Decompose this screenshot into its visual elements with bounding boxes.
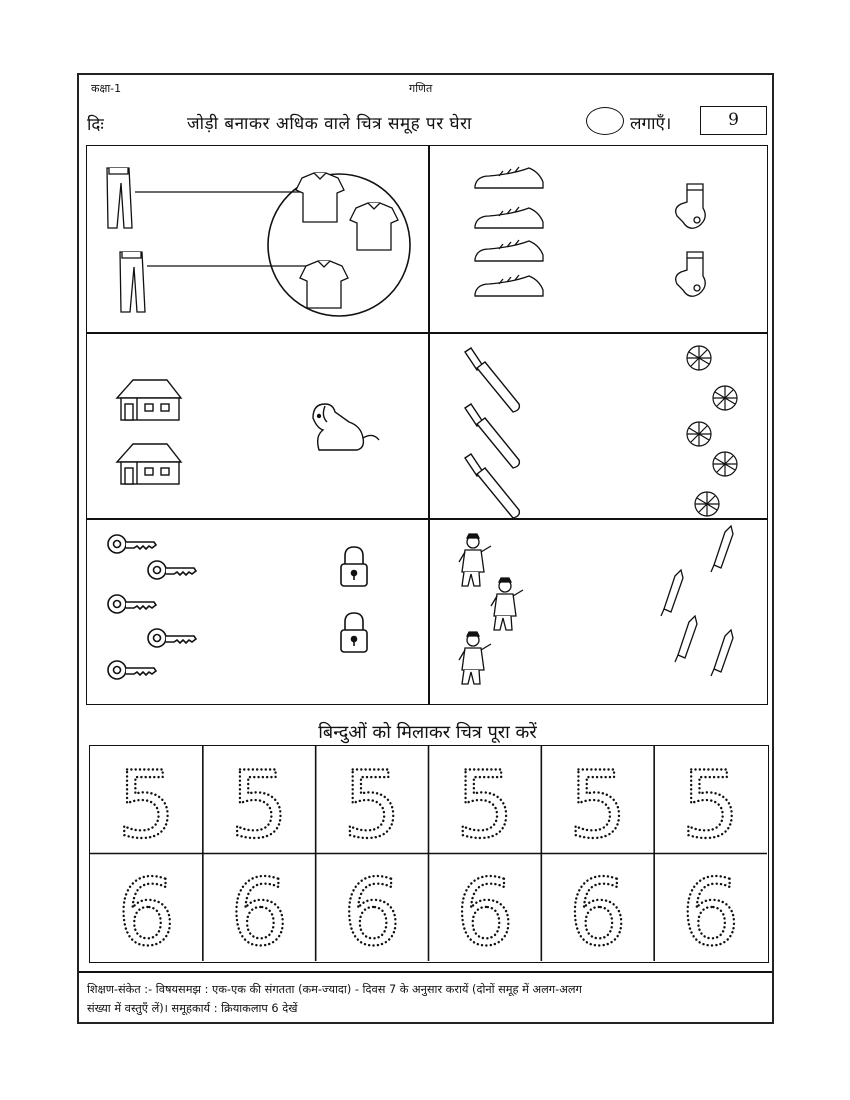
dotted-digit-6: 6: [342, 858, 402, 966]
dotted-digit-6: 6: [455, 858, 515, 966]
shoe-icon: [475, 167, 543, 188]
ball-icon: [687, 346, 711, 370]
worksheet: [77, 73, 774, 1024]
sock-icon: [676, 252, 706, 296]
ball-icon: [687, 422, 711, 446]
cell-bats-balls: [429, 334, 769, 518]
dotted-digit-5: 5: [229, 751, 289, 859]
subject-label: गणित: [409, 82, 433, 95]
cell-pants-shirts: [87, 146, 427, 332]
page-number: 9: [700, 106, 767, 135]
cell-boys-pencils: [429, 520, 769, 704]
teaching-note-line1: शिक्षण-संकेत :- विषयसमझ : एक-एक की संगतता (कम-ज्यादा) - दिवस 7 के अनुसार करायें (दोनों समूह में अलग-अलग: [87, 983, 582, 996]
boy-icon: [459, 534, 491, 586]
instruction-suffix: लगाएँ।: [630, 114, 672, 134]
dotted-digit-6: 6: [117, 858, 176, 966]
sock-icon: [676, 184, 706, 228]
key-icon: [108, 595, 156, 613]
cell-keys-locks: [87, 520, 427, 704]
dotted-digit-5: 5: [342, 751, 402, 859]
instruction-text: जोड़ी बनाकर अधिक वाले चित्र समूह पर घेरा: [187, 114, 472, 134]
padlock-icon: [341, 613, 367, 652]
dotted-digit-6: 6: [229, 858, 289, 966]
dotted-digit-5: 5: [681, 751, 740, 859]
boy-icon: [491, 578, 523, 630]
boy-icon: [459, 632, 491, 684]
key-icon: [148, 629, 196, 647]
key-icon: [148, 561, 196, 579]
dotted-digit-6: 6: [681, 858, 740, 966]
cell-shoes-socks: [429, 146, 769, 332]
shirt-icon: [300, 261, 348, 308]
class-label: कक्षा-1: [91, 82, 122, 95]
dotted-digit-6: 6: [568, 858, 628, 966]
ball-icon: [713, 386, 737, 410]
key-icon: [108, 535, 156, 553]
cell-houses-dog: [87, 334, 427, 518]
pencil-icon: [661, 570, 683, 616]
key-icon: [108, 661, 156, 679]
teaching-note-line2: संख्या में वस्तुएँ लें)। समूहकार्य : क्रियाकलाप 6 देखें: [87, 1002, 298, 1015]
shoe-icon: [475, 275, 543, 296]
dotted-digit-5: 5: [568, 751, 628, 859]
pants-icon: [107, 168, 132, 228]
ball-icon: [695, 492, 719, 516]
matching-grid: [86, 145, 768, 705]
ball-icon: [713, 452, 737, 476]
instruction-prefix: दिः: [87, 115, 104, 135]
pants-icon: [120, 252, 145, 312]
house-icon: [117, 380, 181, 420]
shoe-icon: [475, 207, 543, 228]
dotted-digit-5: 5: [117, 751, 176, 859]
pencil-icon: [711, 526, 733, 572]
dotted-digit-5: 5: [455, 751, 515, 859]
pencil-icon: [711, 630, 733, 676]
cricket-bat-icon: [465, 348, 519, 412]
connect-dots-title: बिन्दुओं को मिलाकर चित्र पूरा करें: [318, 722, 537, 743]
circle-icon: [586, 107, 624, 135]
tracing-grid: [89, 745, 769, 966]
dog-icon: [313, 404, 379, 450]
shirt-icon: [296, 173, 344, 222]
footer-divider: [79, 971, 772, 973]
house-icon: [117, 444, 181, 484]
tracing-digits: [90, 746, 767, 966]
padlock-icon: [341, 547, 367, 586]
pencil-icon: [675, 616, 697, 662]
shirt-icon: [350, 203, 398, 250]
shoe-icon: [475, 240, 543, 261]
teaching-note: [87, 980, 767, 1018]
